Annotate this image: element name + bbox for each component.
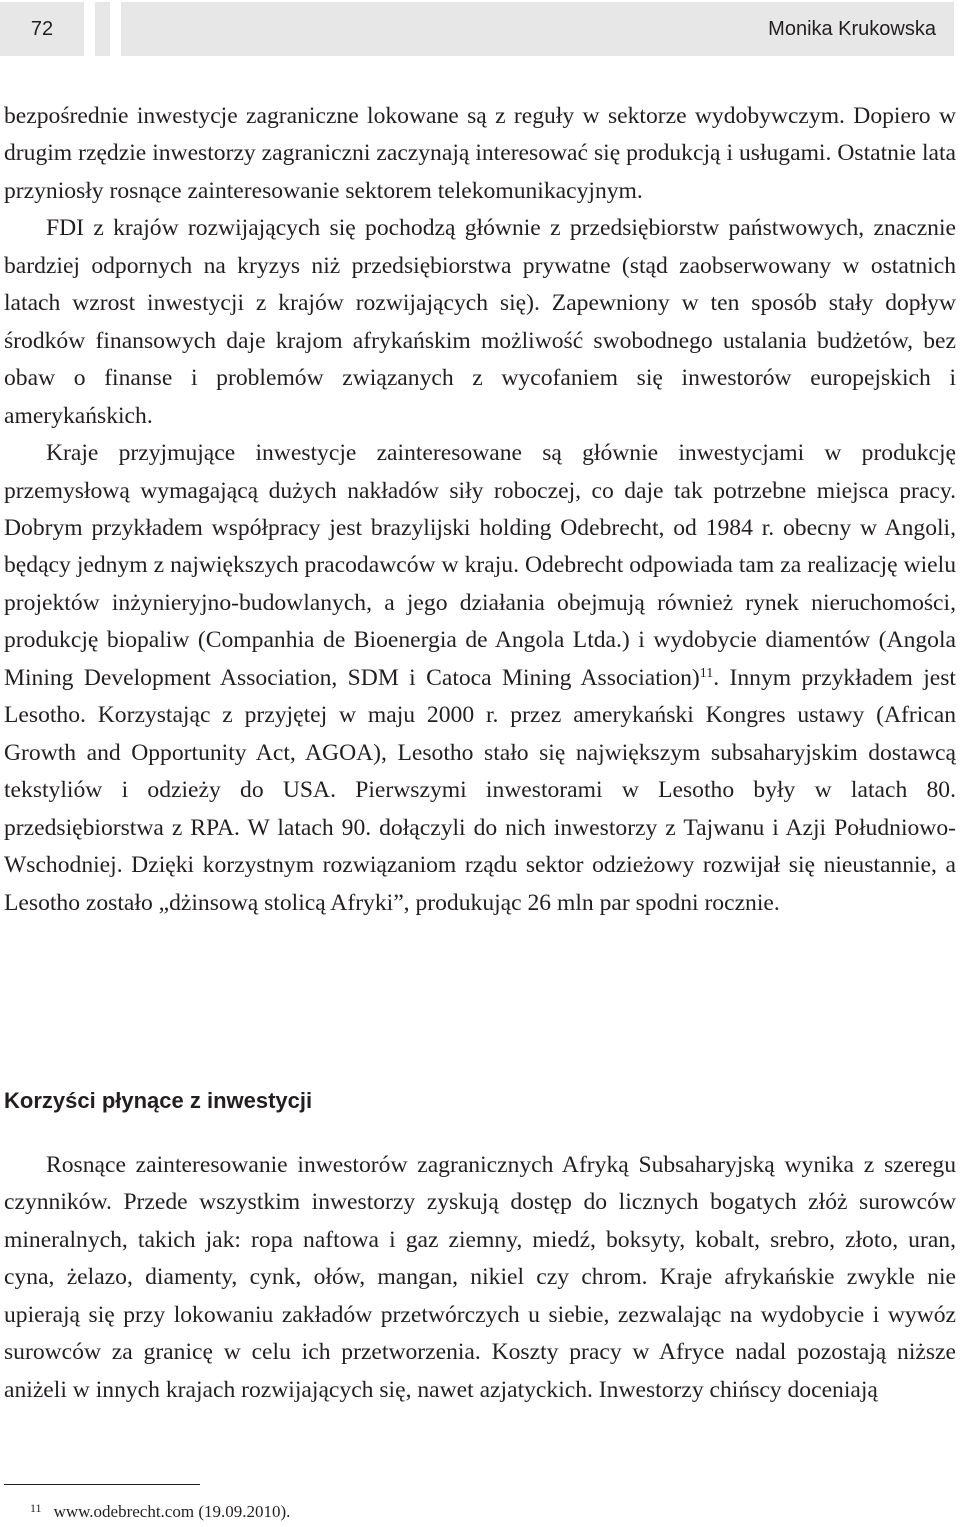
paragraph: Rosnące zainteresowanie inwestorów zagranicznych Afryką Subsaharyjską wynika z szeregu czynników. Przede wszystkim inwestorzy zyskują dostęp do licznych bogatych złóż surowców mineralnych, takich jak: ropa naftowa i gaz ziemny, miedź, boksyty, kobalt, srebro, złoto, uran, cyna, żelazo, diamenty, cynk, ołów, mangan, nikiel czy chrom. Kraje afrykańskie zwykle nie upierają się przy lokowaniu zakładów przetwórczych u siebie, zezwalając na wydobycie i wywóz surowców za granicę w celu ich przetworzenia. Koszty pracy w Afryce nadal pozostają niższe aniżeli w innych krajach rozwijających się, nawet azjatyckich. Inwestorzy chińscy doceniają <box>4 1152 956 1403</box>
header-separator <box>95 2 110 56</box>
paragraph-text: . Innym przykładem jest Lesotho. Korzystając z przyjętej w maju 2000 r. przez amerykański Kongres ustawy (African Growth and Opportunity Act, AGOA), Lesotho stało się największym subsaharyjskim dostawcą tekstyliów i odzieży do USA. Pierwszymi inwestorami w Lesotho były w latach 80. przedsiębiorstwa z RPA. W latach 90. dołączyli do nich inwestorzy z Tajwanu i Azji Południowo-Wschodniej. Dzięki korzystnym rozwiązaniom rządu sektor odzieżowy rozwijał się nieustannie, a Lesotho zostało „dżinsową stolicą Afryki”, produkując 26 mln par spodni rocznie. <box>4 664 956 916</box>
section-heading: Korzyści płynące z inwestycji <box>4 1088 313 1113</box>
running-head-author: Monika Krukowska <box>121 2 954 56</box>
footnote-text: www.odebrecht.com (19.09.2010). <box>53 1502 291 1521</box>
footnote-number: 11 <box>30 1501 42 1515</box>
page-number: 72 <box>0 2 84 56</box>
footnote-separator <box>4 1484 200 1485</box>
paragraph-text: Kraje przyjmujące inwestycje zainteresowane są głównie inwestycjami w produkcję przemysłową wymagającą dużych nakładów siły roboczej, co daje tak potrzebne miejsca pracy. Dobrym przykładem współpracy jest brazylijski holding Odebrecht, od 1984 r. obecny w Angoli, będący jednym z największych pracodawców w kraju. Odebrecht odpowiada tam za realizację wielu projektów inżynieryjno-budowlanych, a jego działania obejmują również rynek nieruchomości, produkcję biopaliw (Companhia de Bioenergia de Angola Ltda.) i wydobycie diamentów (Angola Mining Development Association, SDM i Catoca Mining Association) <box>4 440 956 691</box>
section-text <box>4 1147 956 1409</box>
footnote-reference[interactable]: 11 <box>699 665 714 681</box>
paragraph: FDI z krajów rozwijających się pochodzą głównie z przedsiębiorstw państwowych, znacznie bardziej odpornych na kryzys niż przedsiębiorstwa prywatne (stąd zaobserwowany w ostatnich latach wzrost inwestycji z krajów rozwijających się). Zapewniony w ten sposób stały dopływ środków finansowych daje krajom afrykańskim możliwość swobodnego ustalania budżetów, bez obaw o finanse i problemów związanych z wycofaniem się inwestorów europejskich i amerykańskich. <box>4 215 956 429</box>
main-text <box>4 98 956 922</box>
paragraph: bezpośrednie inwestycje zagraniczne lokowane są z reguły w sektorze wydobywczym. Dopiero w drugim rzędzie inwestorzy zagraniczni zaczynają interesować się produkcją i usługami. Ostatnie lata przyniosły rosnące zainteresowanie sektorem telekomunikacyjnym. <box>4 103 956 204</box>
paragraph <box>4 435 956 922</box>
running-header <box>0 2 960 56</box>
footnote <box>30 1497 290 1523</box>
